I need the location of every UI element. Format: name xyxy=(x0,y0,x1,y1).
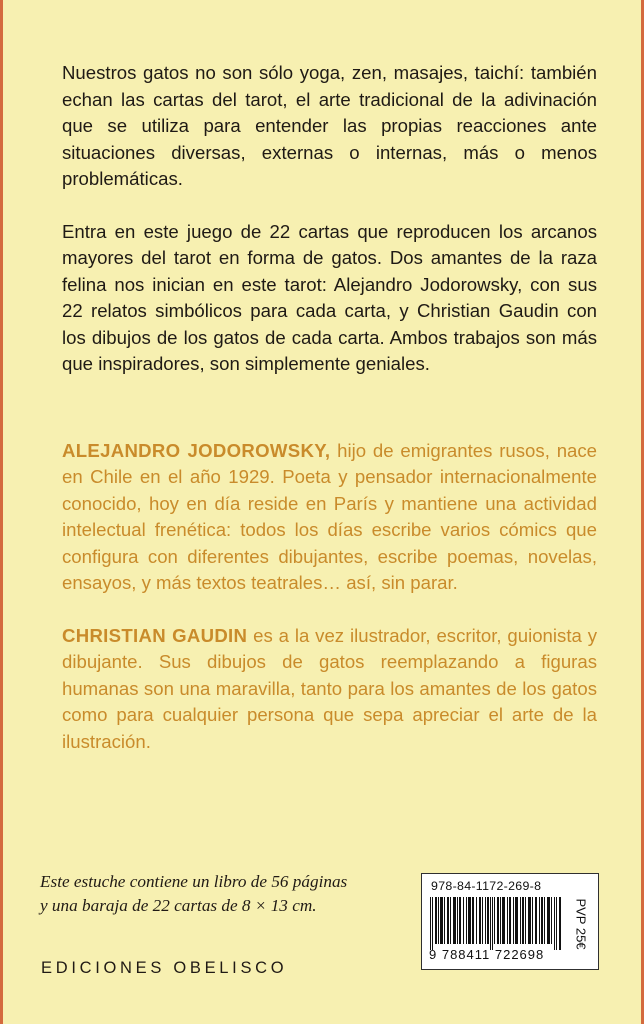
jodorowsky-name: ALEJANDRO JODOROWSKY, xyxy=(62,439,331,461)
intro-paragraph-1: Nuestros gatos no son sólo yoga, zen, masajes, taichí: también echan las cartas del tarot, el arte tradicional de la adivinación que se utiliza para entender las propias reacciones ante situaciones diversas, externas o internas, más o menos problemáticas. xyxy=(62,62,597,189)
price-label: PVP 25€ xyxy=(573,897,589,950)
price-label-wrapper xyxy=(567,895,595,952)
main-text xyxy=(62,60,597,755)
box-contents-note xyxy=(40,870,400,918)
gaudin-name: CHRISTIAN GAUDIN xyxy=(62,624,248,646)
box-contents-note-line-1: Este estuche contiene un libro de 56 páginas xyxy=(40,872,348,891)
box-contents-note-line-2: y una baraja de 22 cartas de 8 × 13 cm. xyxy=(40,896,317,915)
publisher-name: EDICIONES OBELISCO xyxy=(41,959,288,977)
jodorowsky-bio-paragraph xyxy=(62,438,597,597)
barcode-icon xyxy=(430,897,561,950)
gaudin-bio: es a la vez ilustrador, escritor, guionista y dibujante. Sus dibujos de gatos reemplazando a figuras humanas son una maravilla, tanto para los amantes de los gatos como para cualquier persona que sepa apreciar el arte de la ilustración. xyxy=(62,624,597,752)
gaudin-bio-paragraph xyxy=(62,623,597,756)
jodorowsky-bio: hijo de emigrantes rusos, nace en Chile en el año 1929. Poeta y pensador internacionalmente conocido, hoy en día reside en París y mantiene una actividad intelectual frenética: todos los días escribe varios cómics que configura con diferentes dibujantes, escribe poemas, novelas, ensayos, y más textos teatrales… así, sin parar. xyxy=(62,439,598,593)
barcode-label xyxy=(421,873,599,970)
isbn-number: 978-84-1172-269-8 xyxy=(431,879,542,893)
ean-digits: 9 788411 722698 xyxy=(429,947,545,962)
intro-paragraph-2: Entra en este juego de 22 cartas que reproducen los arcanos mayores del tarot en forma de gatos. Dos amantes de la raza felina nos inician en este tarot: Alejandro Jodorowsky, con sus 22 relatos simbólicos para cada carta, y Christian Gaudin con los dibujos de los gatos de cada carta. Ambos trabajos son más que inspiradores, son simplemente geniales. xyxy=(62,220,597,374)
